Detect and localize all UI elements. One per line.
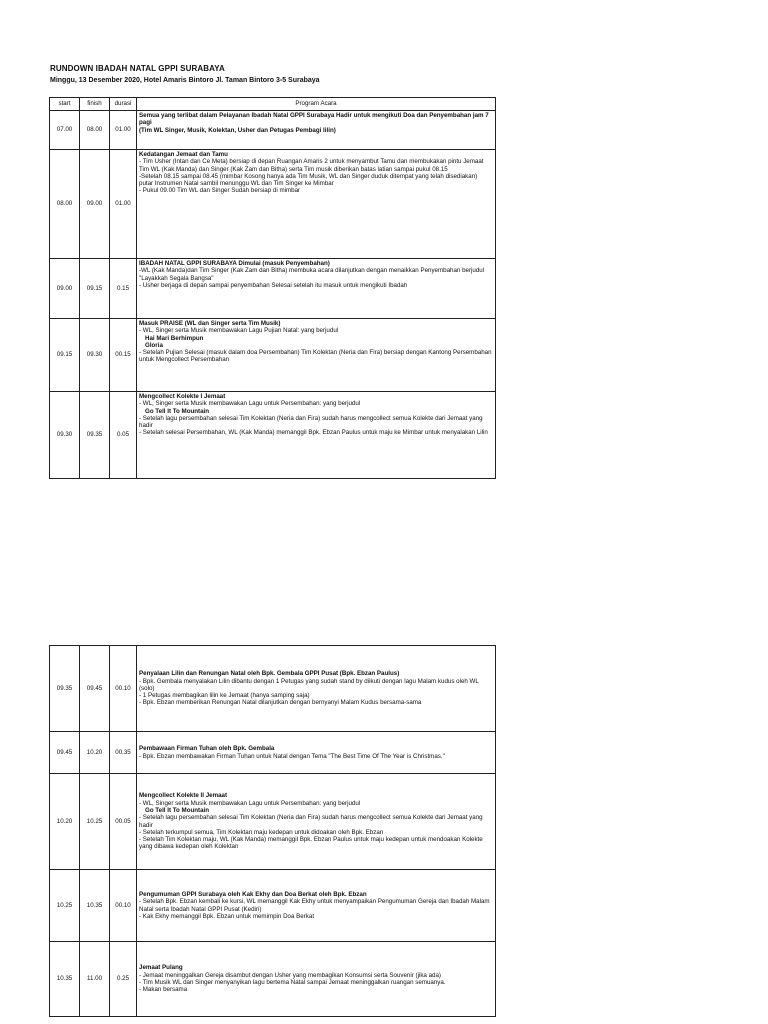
program-heading: Mengcollect Kolekte II Jemaat	[139, 792, 228, 800]
program-line: - Kak Ekhy memanggil Bpk. Ebzan untuk memimpin Doa Berkat	[139, 912, 315, 920]
program-line: - WL, Singer serta Musik membawakan Lagu Pujian Natal: yang berjudul	[139, 327, 339, 335]
duration: 00.35	[110, 732, 137, 774]
finish-time: 09.35	[80, 392, 110, 479]
duration: 00.15	[110, 319, 137, 392]
finish-time: 08.00	[80, 111, 110, 150]
program-cell	[137, 150, 496, 259]
program-cell	[137, 732, 496, 774]
header-program: Program Acara	[137, 98, 496, 111]
program-line: - Tim Usher (Intan dan Ce Meta) bersiap di depan Ruangan Amaris 2 untuk menyambut Tamu dan membukakan pintu Jemaat	[139, 158, 484, 166]
program-cell	[137, 392, 496, 479]
rundown-table-1	[49, 97, 496, 479]
duration: 00.10	[110, 646, 137, 732]
program-line: -Setelah 08.15 sampai 08.45 (mimbar Kosong hanya ada Tim Musik, WL dan Singer duduk ditempat yang telah disediakan) putar Instrumen Natal sambil menunggu WL dan Tim Singer ke Mimbar	[139, 172, 478, 188]
rundown-body-2	[50, 646, 496, 1017]
program-heading: Pengumuman GPPI Surabaya oleh Kak Ekhy dan Doa Berkat oleh Bpk. Ebzan	[139, 890, 367, 898]
table-row	[50, 259, 496, 319]
program-line: - Setelah Pujian Selesai (masuk dalam doa Persembahan) Tim Kolektan (Neria dan Fira) bersiap dengan Kantong Persembahan untuk Mengcollect Persembahan	[139, 349, 492, 364]
program-heading: Jemaat Pulang	[139, 964, 183, 972]
start-time: 09.30	[50, 392, 80, 479]
program-cell	[137, 319, 496, 392]
program-line: - WL, Singer serta Musik membawakan Lagu untuk Persembahan: yang berjudul	[139, 400, 361, 408]
document-subtitle: Minggu, 13 Desember 2020, Hotel Amaris Bintoro Jl. Taman Bintoro 3-5 Surabaya	[50, 77, 320, 84]
program-line: - Setelah terkumpul semua, Tim Kolektan maju kedepan untuk didoakan oleh Bpk. Ebzan	[139, 828, 384, 836]
duration: 00.05	[110, 774, 137, 870]
table-row	[50, 392, 496, 479]
finish-time: 10.25	[80, 774, 110, 870]
header-finish: finish	[80, 98, 110, 111]
program-cell	[137, 646, 496, 732]
finish-time: 11.00	[80, 942, 110, 1017]
start-time: 10.35	[50, 942, 80, 1017]
program-line: - 1 Petugas membagikan lilin ke Jemaat (hanya samping saja)	[139, 692, 310, 700]
program-line: - Bpk. Ebzan membawakan Firman Tuhan untuk Natal dengan Tema "The Best Time Of The Year is Christmas."	[139, 752, 445, 760]
table-row	[50, 319, 496, 392]
table-header-row	[50, 98, 496, 111]
start-time: 08.00	[50, 150, 80, 259]
table-row	[50, 732, 496, 774]
program-line: - Jemaat meninggalkan Gereja disambut dengan Usher yang membagikan Konsumsi serta Souvenir (jika ada)	[139, 971, 441, 979]
start-time: 10.25	[50, 870, 80, 942]
table-row	[50, 942, 496, 1017]
table-row	[50, 150, 496, 259]
program-cell	[137, 111, 496, 150]
finish-time: 09.30	[80, 319, 110, 392]
program-line: - Setelah lagu persembahan selesai Tim Kolektan (Neria dan Fira) sudah harus mengcollect semua Kolekte dari Jemaat yang hadir	[139, 814, 483, 829]
song-title: Gloria	[145, 341, 163, 349]
finish-time: 10.35	[80, 870, 110, 942]
rundown-table-2	[49, 645, 496, 1017]
duration: 01.00	[110, 150, 137, 259]
table-row	[50, 870, 496, 942]
header-durasi: durasi	[110, 98, 137, 111]
program-line: - Setelah Bpk. Ebzan kembali ke kursi, WL memanggil Kak Ekhy untuk menyampaikan Pengumuman Gereja dan Ibadah Malam Natal serta Ibadah Natal GPPI Pusat (Kediri)	[139, 898, 490, 913]
program-line: - Usher berjaga di depan sampai penyembahan Selesai setelah itu masuk untuk mengikuti Ibadah	[139, 281, 408, 289]
finish-time: 09.45	[80, 646, 110, 732]
program-line: - Setelah lagu persembahan selesai Tim Kolektan (Neria dan Fira) sudah harus mengcollect semua Kolekte dari Jemaat yang hadir	[139, 414, 483, 430]
program-heading: Mengcollect Kolekte I Jemaat	[139, 393, 226, 400]
finish-time: 10.20	[80, 732, 110, 774]
table-row	[50, 111, 496, 150]
document-title: RUNDOWN IBADAH NATAL GPPI SURABAYA	[50, 64, 225, 73]
start-time: 09.00	[50, 259, 80, 319]
program-line: Tim WL (Kak Manda) dan Singer (Kak Zam dan Bitha) serta Tim musik diberikan batas latian sampai pukul 08.15	[139, 165, 448, 173]
table-row	[50, 646, 496, 732]
rundown-body-1	[50, 111, 496, 479]
program-heading: Penyalaan Lilin dan Renungan Natal oleh Bpk. Gembala GPPI Pusat (Bpk. Ebzan Paulus)	[139, 670, 400, 678]
start-time: 07.00	[50, 111, 80, 150]
table-row	[50, 774, 496, 870]
program-line: - WL, Singer serta Musik membawakan Lagu untuk Persembahan: yang berjudul	[139, 799, 361, 807]
start-time: 09.35	[50, 646, 80, 732]
program-cell	[137, 870, 496, 942]
finish-time: 09.15	[80, 259, 110, 319]
start-time: 10.20	[50, 774, 80, 870]
program-heading: Semua yang terlibat dalam Pelayanan Ibadah Natal GPPI Surabaya Hadir untuk mengikuti Doa dan Penyembahan jam 7 pagi (Tim WL Singer, Musik, Kolektan, Usher dan Petugas Pembagi lilin)	[139, 112, 489, 134]
start-time: 09.15	[50, 319, 80, 392]
song-title: Go Tell It To Mountain	[145, 407, 210, 415]
program-line: - Tim Musik WL dan Singer menyanyikan lagu bertema Natal sampai Jemaat meninggalkan ruangan semuanya.	[139, 979, 446, 986]
program-line: - Bpk. Ebzan memberikan Renungan Natal dilanjutkan dengan bernyanyi Malam Kudus bersama-sama	[139, 699, 422, 707]
program-heading: Pembawaan Firman Tuhan oleh Bpk. Gembala	[139, 745, 275, 753]
program-line: - Setelah selesai Persembahan, WL (Kak Manda) memanggil Bpk. Ebzan Paulus untuk maju ke Mimbar untuk menyalakan Lilin	[139, 429, 488, 437]
start-time: 09.45	[50, 732, 80, 774]
program-heading: Masuk PRAISE (WL dan Singer serta Tim Musik)	[139, 320, 281, 327]
finish-time: 09.00	[80, 150, 110, 259]
duration: 0.05	[110, 392, 137, 479]
duration: 0.25	[110, 942, 137, 1017]
program-line: - Bpk. Gembala menyalakan Lilin dibantu dengan 1 Petugas yang sudah stand by diikuti dengan lagu Malam kudus oleh WL (solo)	[139, 677, 479, 692]
duration: 01.00	[110, 111, 137, 150]
program-line: - Setelah Tim Kolektan maju, WL (Kak Manda) memanggil Bpk. Ebzan Paulus untuk maju kedepan untuk mendoakan Kolekte yang dibawa kedepan oleh Kolektan	[139, 836, 483, 851]
program-line: - Pukul 09.00 Tim WL dan Singer Sudah bersiap di mimbar	[139, 187, 301, 195]
duration: 00.10	[110, 870, 137, 942]
program-heading: Kedatangan Jemaat dan Tamu	[139, 151, 228, 158]
duration: 0.15	[110, 259, 137, 319]
program-cell	[137, 774, 496, 870]
program-heading: IBADAH NATAL GPPI SURABAYA Dimulai (masuk Penyembahan)	[139, 260, 330, 267]
song-title: Hai Mari Berhimpun	[145, 334, 204, 342]
program-line: -WL (Kak Manda)dan Tim Singer (Kak Zam dan Bitha) membuka acara dilanjutkan dengan menaikkan Penyembahan berjudul "Layakkah Segala Bangsa"	[139, 267, 485, 282]
program-line: - Makan bersama	[139, 986, 188, 994]
program-cell	[137, 259, 496, 319]
header-start: start	[50, 98, 80, 111]
song-title: Go Tell It To Mountain	[145, 806, 210, 814]
program-cell	[137, 942, 496, 1017]
